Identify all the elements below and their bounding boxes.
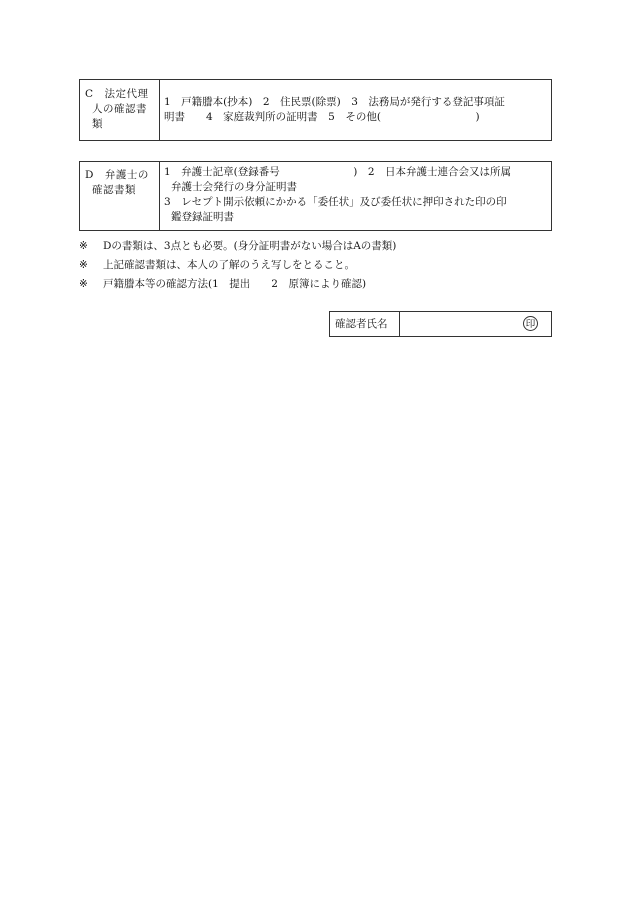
section-d-label-line: 確認書類 bbox=[92, 184, 136, 196]
note-item bbox=[79, 237, 559, 256]
section-c-label-line: C 法定代理 bbox=[85, 88, 149, 100]
note-mark: ※ bbox=[79, 259, 88, 271]
section-d-content-line: 1 弁護士記章(登録番号 ) 2 日本弁護士連合会又は所属 bbox=[164, 166, 512, 178]
note-item bbox=[79, 256, 559, 275]
section-d-content bbox=[160, 162, 551, 230]
note-mark: ※ bbox=[79, 240, 88, 252]
section-c-label bbox=[80, 80, 160, 140]
note-text: 戸籍謄本等の確認方法(1 提出 2 原簿により確認) bbox=[103, 278, 367, 290]
section-d-label bbox=[80, 162, 160, 230]
confirmer-name-field[interactable] bbox=[400, 312, 551, 336]
section-c-label-line: 人の確認書 bbox=[92, 103, 147, 115]
section-d-content-line: 鑑登録証明書 bbox=[171, 211, 234, 223]
note-item bbox=[79, 275, 559, 294]
section-c-content-line: 1 戸籍謄本(抄本) 2 住民票(除票) 3 法務局が発行する登記事項証 bbox=[164, 96, 505, 108]
section-d-content-line: 3 レセプト開示依頼にかかる「委任状」及び委任状に押印された印の印 bbox=[164, 196, 507, 208]
note-text: Dの書類は、3点とも必要。(身分証明書がない場合はAの書類) bbox=[103, 240, 397, 252]
seal-mark: 印 bbox=[523, 316, 538, 331]
note-mark: ※ bbox=[79, 278, 88, 290]
note-text: 上記確認書類は、本人の了解のうえ写しをとること。 bbox=[103, 259, 355, 271]
section-c-content bbox=[160, 80, 551, 140]
section-c-box bbox=[79, 79, 552, 141]
section-d-content-line: 弁護士会発行の身分証明書 bbox=[171, 181, 297, 193]
section-d-box bbox=[79, 161, 552, 231]
confirmer-label: 確認者氏名 bbox=[330, 312, 400, 336]
section-d-label-line: D 弁護士の bbox=[85, 169, 149, 181]
notes-list bbox=[79, 237, 559, 294]
confirmer-box bbox=[329, 311, 552, 337]
section-c-label-line: 類 bbox=[92, 118, 103, 130]
section-c-content-line: 明書 4 家庭裁判所の証明書 5 その他( ) bbox=[164, 111, 480, 123]
